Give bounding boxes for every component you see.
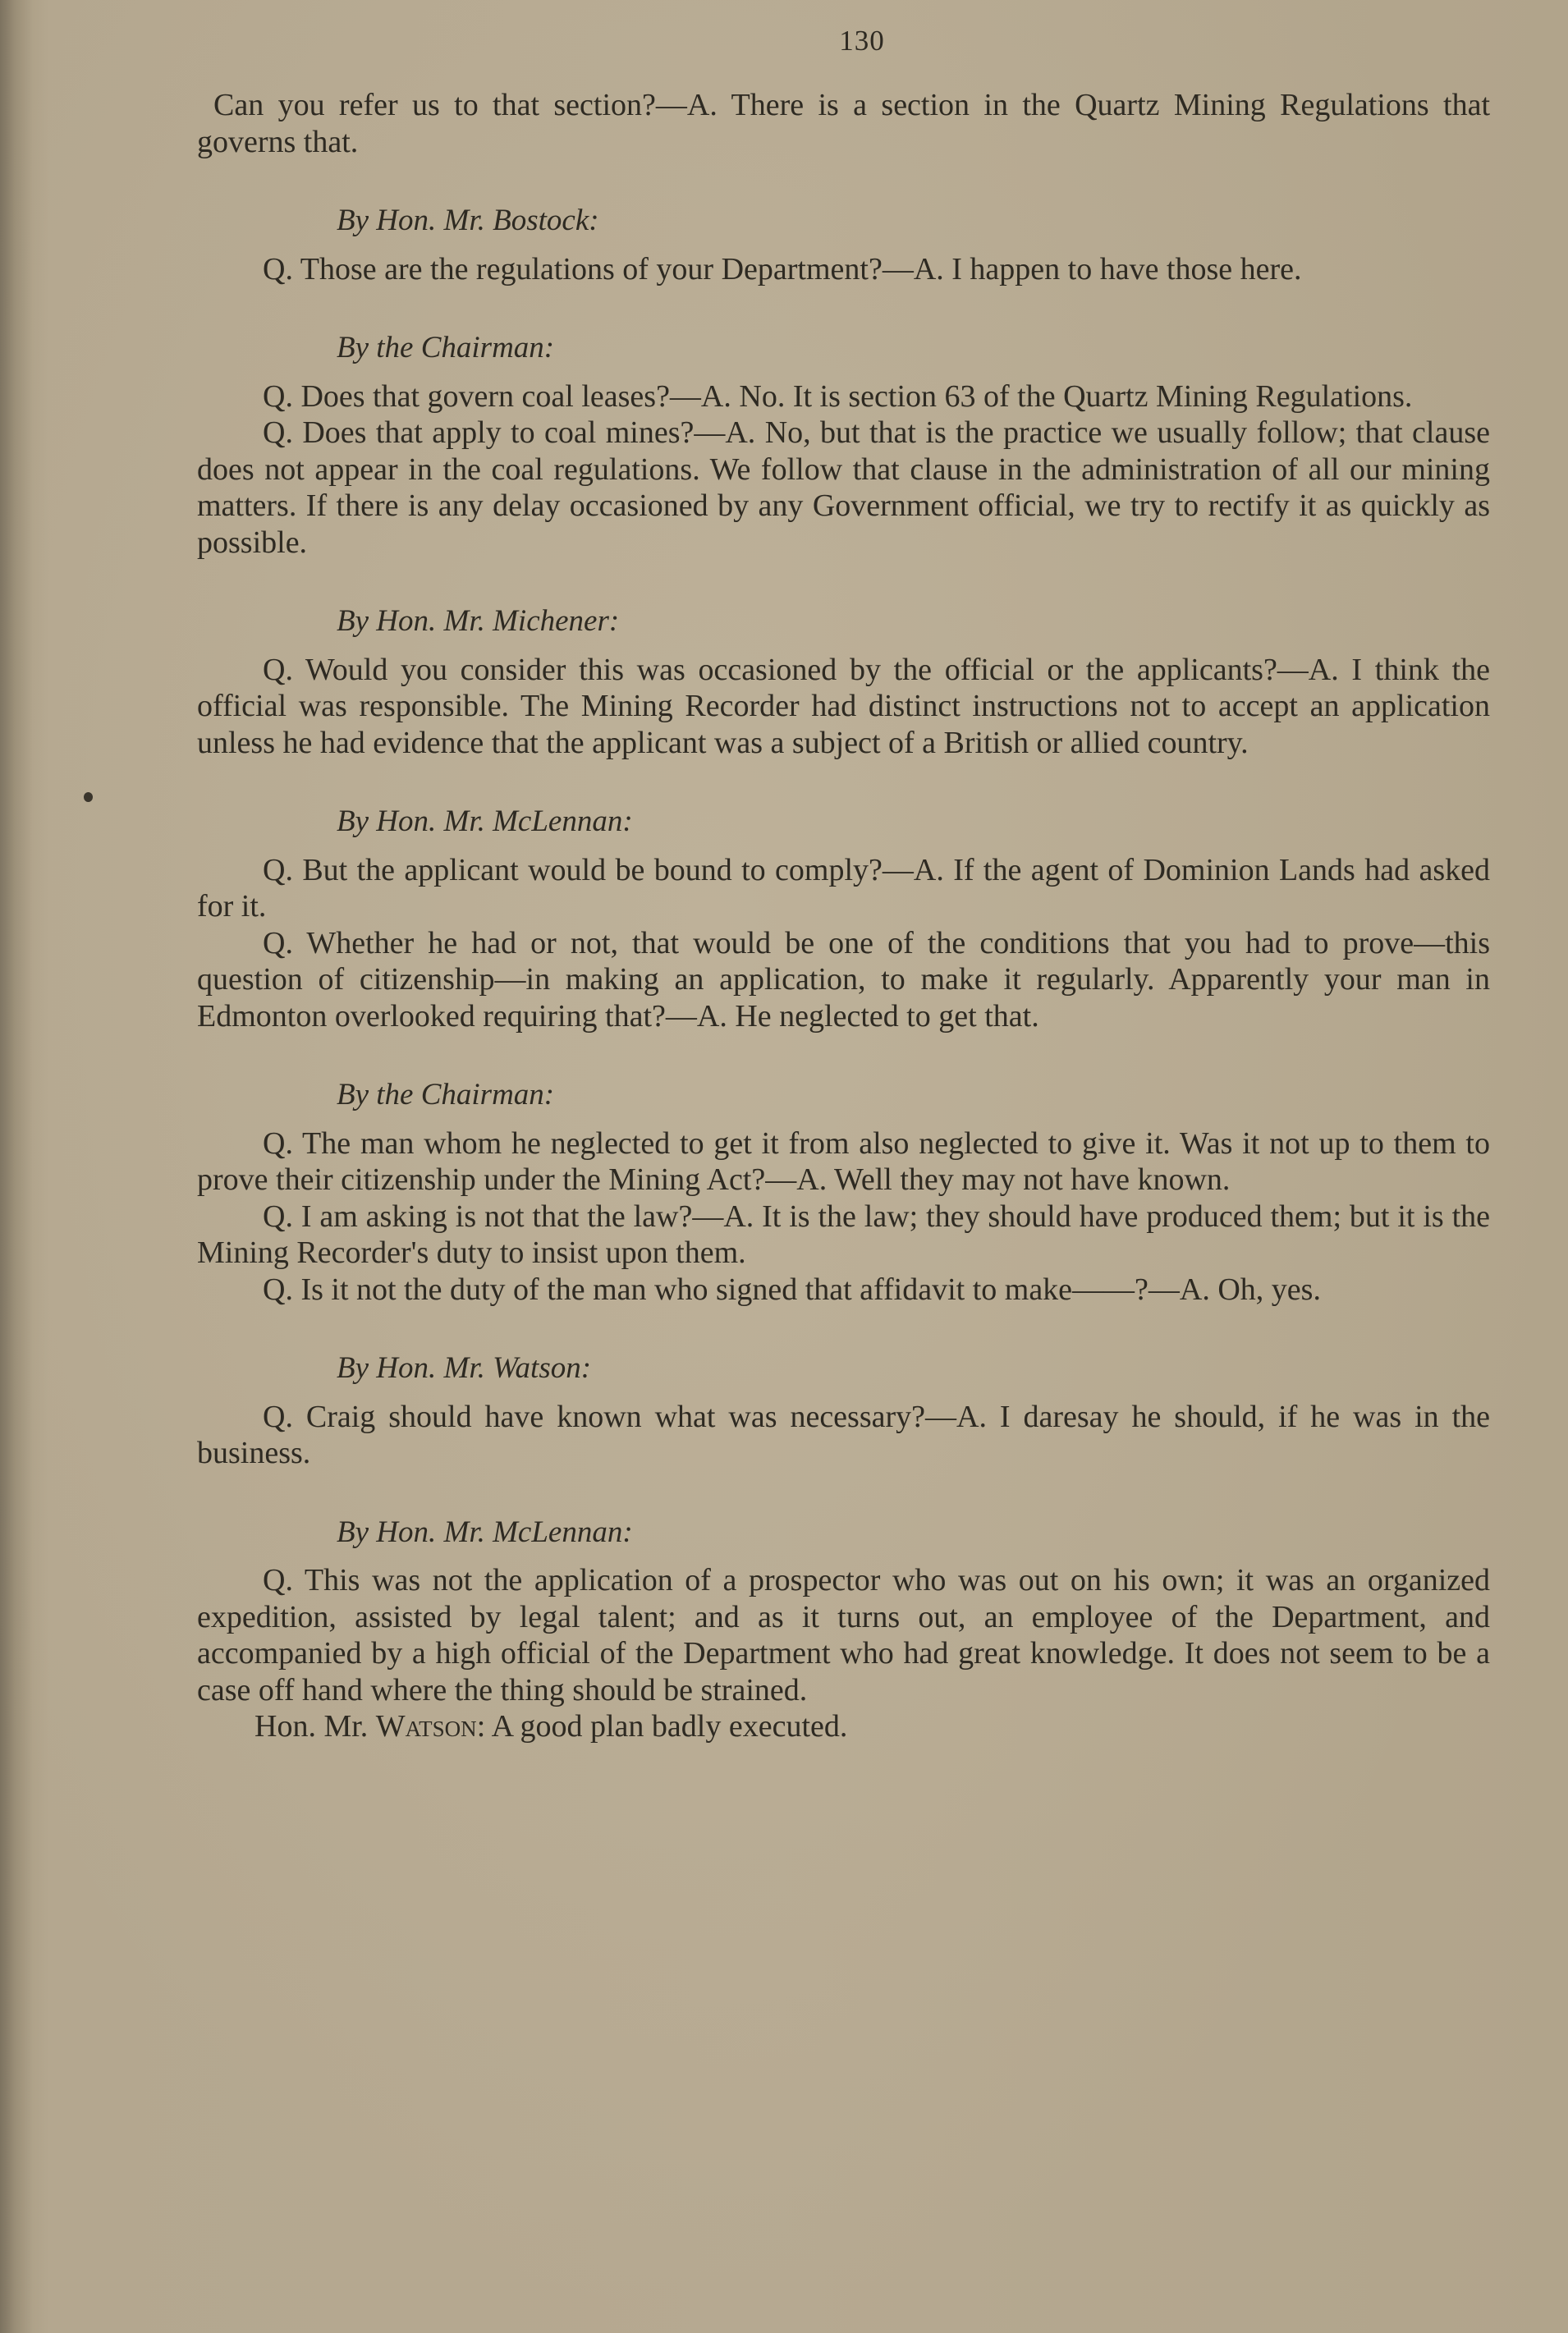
paragraph: Q. Would you consider this was occasioned by the official or the applicants?—A. I think the official was responsible. The Mining Recorder had distinct instructions not to accept an application unless he had evidence that the applicant was a subject of a British or allied country.: [197, 652, 1490, 760]
closing-remark: [197, 1708, 1490, 1745]
speaker-heading: By Hon. Mr. McLennan:: [337, 804, 633, 838]
speaker-heading: By the Chairman:: [337, 1078, 555, 1111]
transcript-body: [197, 87, 1490, 1745]
page-edge-shadow: [0, 0, 33, 2333]
ink-speck: [84, 792, 93, 802]
speaker-heading: By the Chairman:: [337, 331, 555, 364]
paragraph: Q. But the applicant would be bound to comply?—A. If the agent of Dominion Lands had asked for it.: [197, 852, 1490, 924]
paragraph: Q. Does that apply to coal mines?—A. No, but that is the practice we usually follow; that clause does not appear in the coal regulations. We follow that clause in the administration of all our mining matters. If there is any delay occasioned by any Government official, we try to rectify it as quickly as possible.: [197, 415, 1490, 560]
remark-prefix: Hon. Mr.: [254, 1709, 376, 1744]
paragraph: Q. The man whom he neglected to get it from also neglected to give it. Was it not up to them to prove their citizenship under the Mining Act?—A. Well they may not have known.: [197, 1125, 1490, 1197]
speaker-heading: By Hon. Mr. McLennan:: [337, 1515, 633, 1549]
paragraph: Q. I am asking is not that the law?—A. It is the law; they should have produced them; but it is the Mining Recorder's duty to insist upon them.: [197, 1199, 1490, 1270]
speaker-heading: By Hon. Mr. Watson:: [337, 1351, 592, 1385]
speaker-heading: By Hon. Mr. Michener:: [337, 604, 620, 638]
paragraph: Q. Craig should have known what was necessary?—A. I daresay he should, if he was in the business.: [197, 1399, 1490, 1470]
paragraph: Q. Is it not the duty of the man who signed that affidavit to make——?—A. Oh, yes.: [263, 1272, 1321, 1307]
speaker-heading: By Hon. Mr. Bostock:: [337, 204, 599, 237]
paragraph: Q. Whether he had or not, that would be one of the conditions that you had to prove—this question of citizenship—in making an application, to make it regularly. Apparently your man in Edmonton overlooked requiring that?—A. He neglected to get that.: [197, 925, 1490, 1034]
remark-text: : A good plan badly executed.: [476, 1709, 848, 1744]
page-number: 130: [839, 25, 885, 57]
paragraph: Q. Those are the regulations of your Department?—A. I happen to have those here.: [263, 251, 1302, 286]
paragraph: Q. Does that govern coal leases?—A. No. It is section 63 of the Quartz Mining Regulations.: [263, 378, 1413, 414]
paragraph: Q. This was not the application of a prospector who was out on his own; it was an organized expedition, assisted by legal talent; and as it turns out, an employee of the Department, and accompanied by a high official of the Department who had great knowledge. It does not seem to be a case off hand where the thing should be strained.: [197, 1563, 1490, 1707]
paragraph: Can you refer us to that section?—A. There is a section in the Quartz Mining Regulations that governs that.: [197, 88, 1490, 159]
remark-speaker-name: Watson: [375, 1709, 477, 1744]
